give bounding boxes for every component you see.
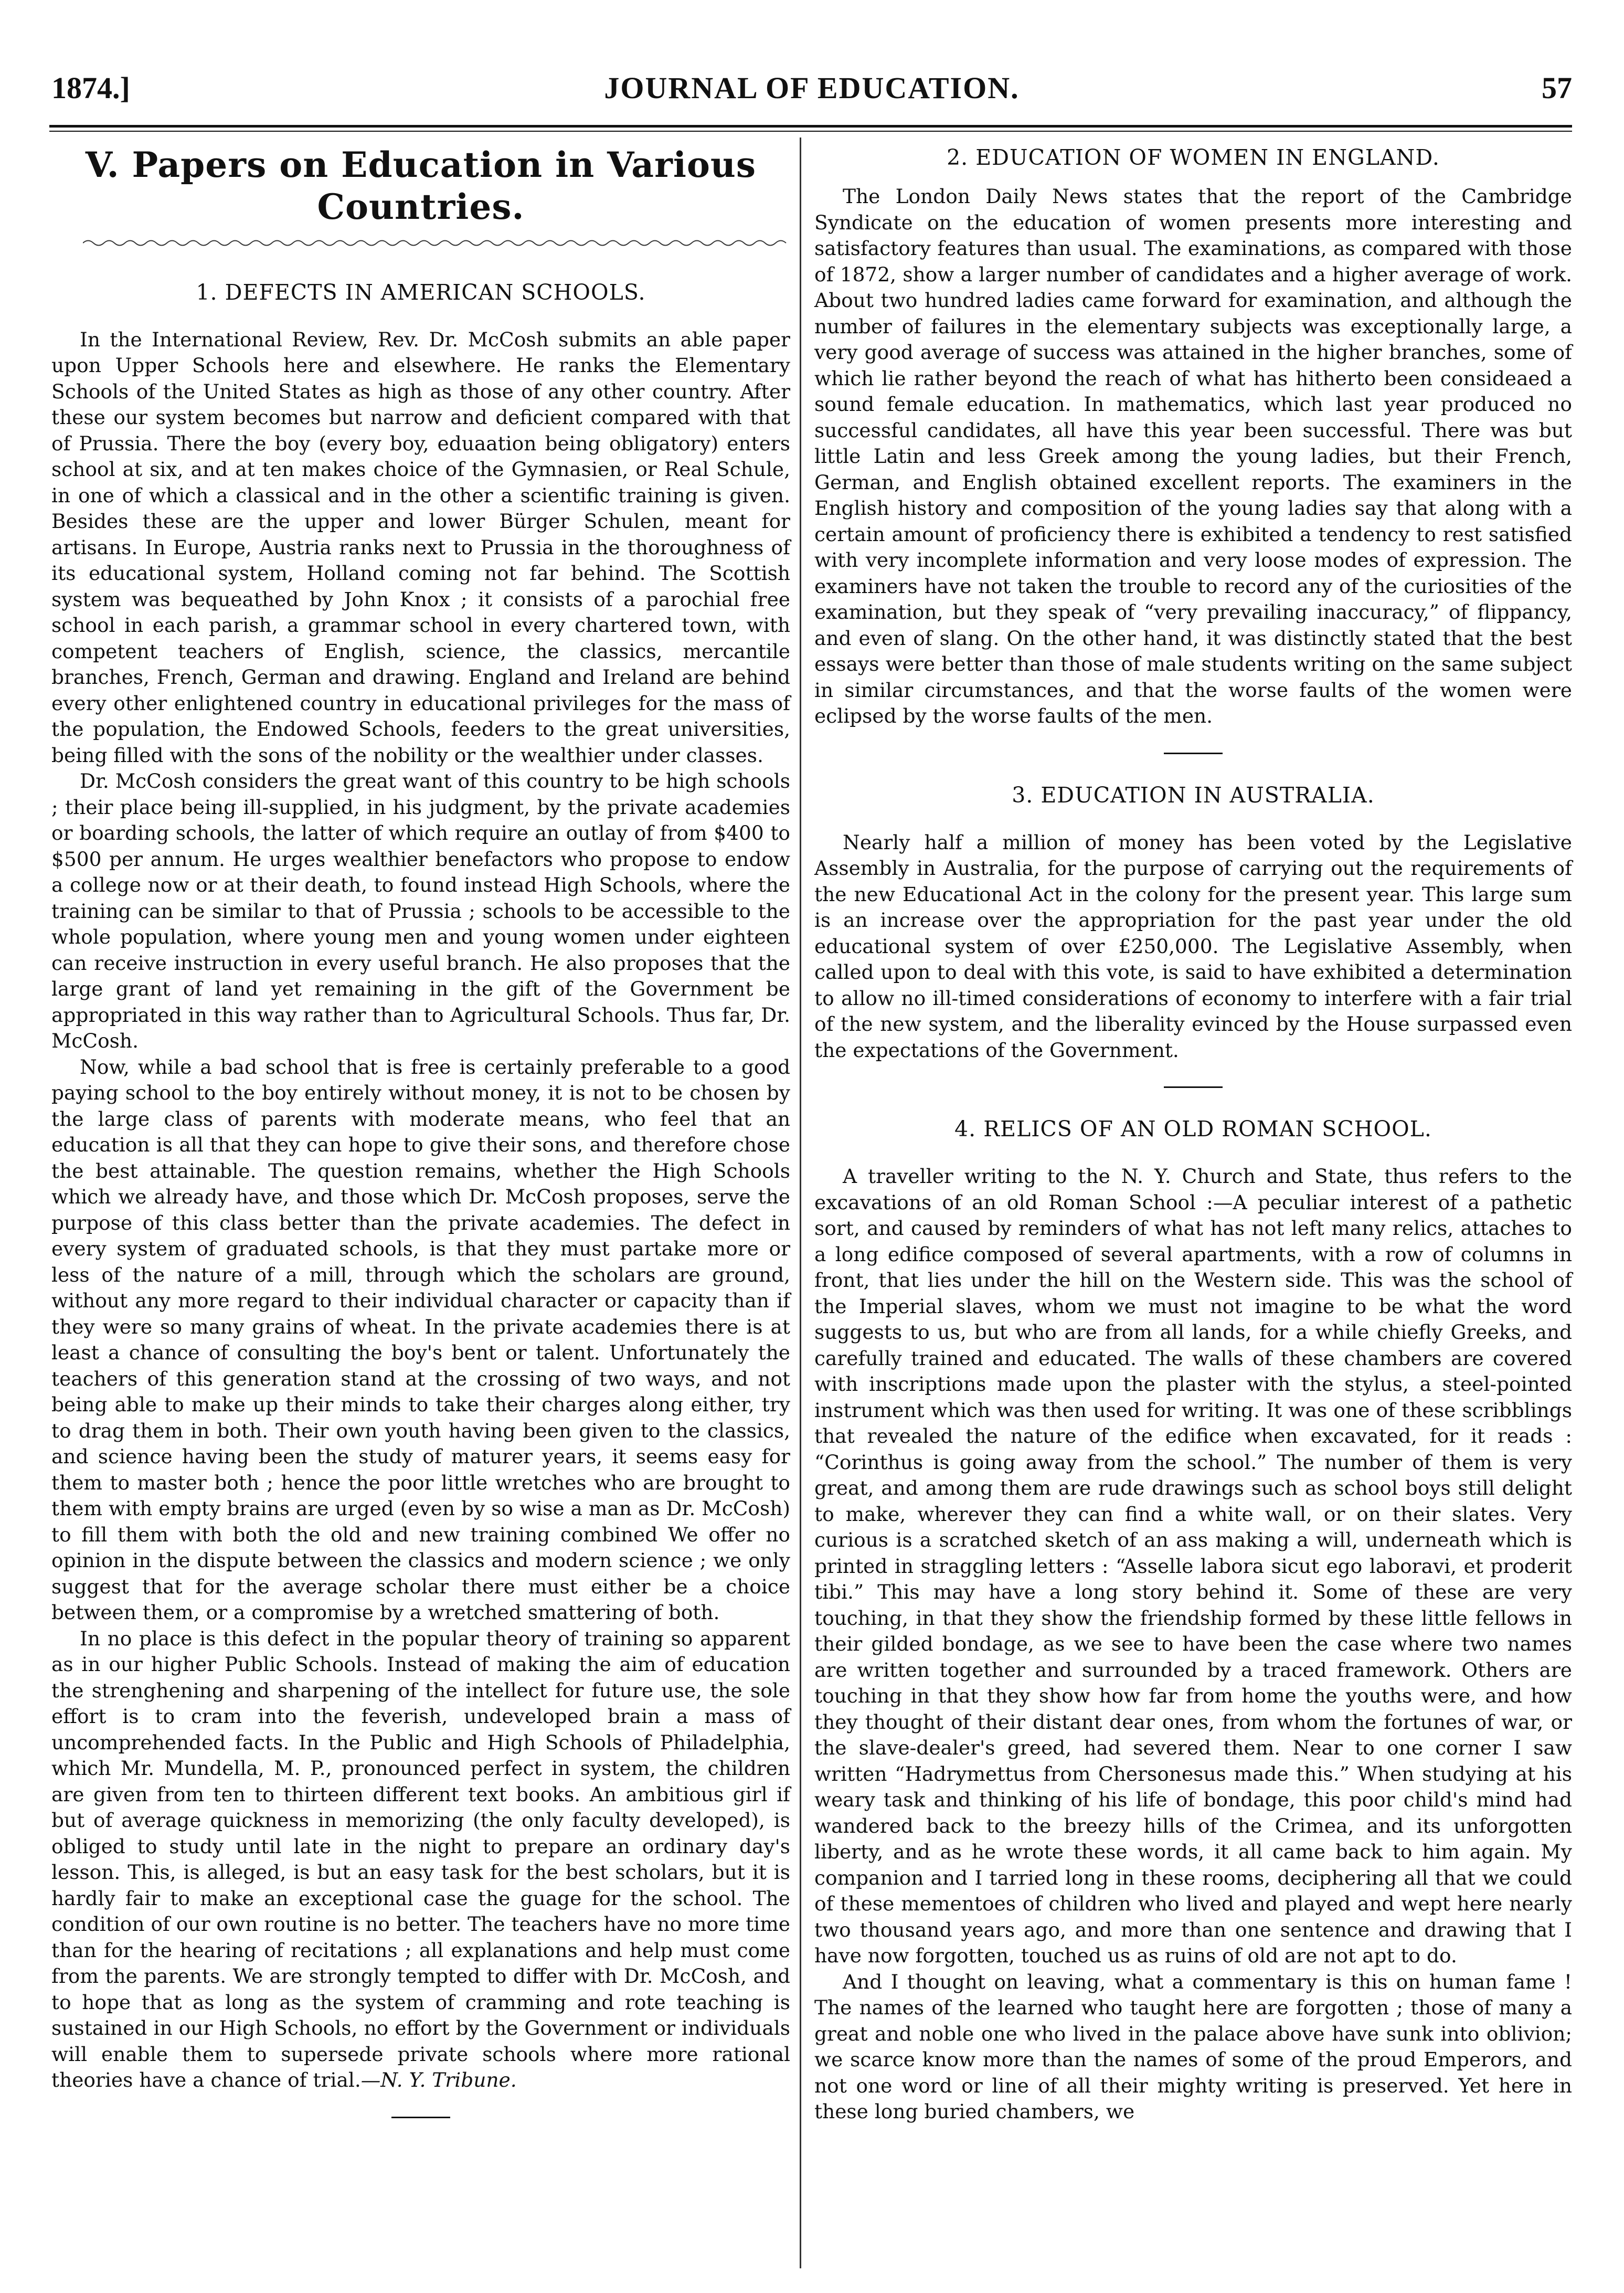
section-title-relics-roman-school: 4. RELICS OF AN OLD ROMAN SCHOOL. <box>954 1116 1432 1142</box>
part-title: V. Papers on Education in Various Countries. <box>85 144 757 227</box>
running-header <box>51 67 1572 109</box>
decorative-wavy-rule <box>83 235 797 251</box>
right-column <box>814 141 1572 2125</box>
section-title-education-australia: 3. EDUCATION IN AUSTRALIA. <box>1012 782 1375 808</box>
paragraph <box>51 1626 790 2094</box>
paragraph: Nearly half a million of money has been voted by the Legislative Assembly in Australia, for the purpose of carrying out the requirements of the new Educational Act in the colony for the present year. This large sum is an increase over the appropriation for the past year under the old educational system of over £250,000. The Legislative Assembly, when called upon to deal with this vote, is said to have exhibited a determination to allow no ill-timed considerations of economy to interfere with a fair trial of the new system, and the liberality evinced by the House surpassed even the expectations of the Government. <box>814 830 1572 1062</box>
paragraph: In the International Review, Rev. Dr. McCosh submits an able paper upon Upper Schools here and elsewhere. He ranks the Elementary Schools of the United States as high as those of any other country. After these our system becomes but narrow and deficient compared with that of Prussia. There the boy (every boy, eduaation being obligatory) enters school at six, and at ten makes choice of the Gymnasien, or Real Schule, in one of which a classical and in the other a scientific training is given. Besides these are the upper and lower Bürger Schulen, meant for artisans. In Europe, Austria ranks next to Prussia in the thoroughness of its educational system, Holland coming not far behind. The Scottish system was bequeathed by John Knox ; it consists of a parochial free school in each parish, a grammar school in every chartered town, with competent teachers of English, science, the classics, mercantile branches, French, German and drawing. England and Ireland are behind every other enlightened country in educational privileges for the mass of the population, the Endowed Schools, feeders to the great universities, being filled with the sons of the nobility or the wealthier under classes. <box>51 327 790 767</box>
paragraph: And I thought on leaving, what a commentary is this on human fame ! The names of the learned who taught here are forgotten ; those of many a great and noble one who lived in the palace above have sunk into oblivion; we scarce know more than the names of some of the proud Emperors, and not one word or line of all their mighty writing is preserved. Yet here in these long buried chambers, we <box>814 1970 1572 2123</box>
header-rule-thick <box>49 125 1572 128</box>
paragraph: Dr. McCosh considers the great want of this country to be high schools ; their place being ill-supplied, in his judgment, by the private academies or boarding schools, the latter of which require an outlay of from $400 to $500 per annum. He urges wealthier benefactors who propose to endow a college now or at their death, to found instead High Schools, where the training can be similar to that of Prussia ; schools to be accessible to the whole population, where young men and young women under eighteen can receive instruction in every useful branch. He also proposes that the large grant of land yet remaining in the gift of the Government be appropriated in this way rather than to Agricultural Schools. Thus far, Dr. McCosh. <box>51 769 790 1052</box>
header-journal-title: JOURNAL OF EDUCATION. <box>604 71 1020 105</box>
column-divider <box>800 138 801 2268</box>
source-signature: —N. Y. Tribune. <box>360 2068 517 2091</box>
paragraph: The London Daily News states that the report of the Cambridge Syndicate on the education of women presents more interesting and satisfactory features than usual. The examinations, as compared with those of 1872, show a larger number of candidates and a higher average of work. About two hundred ladies came forward for examination, and although the number of failures in the elementary subjects was exceptionally large, a very good average of success was attained in the higher branches, some of which lie rather beyond the reach of what has hitherto been consideaed a sound female education. In mathematics, which last year produced no successful candidates, all have this year been successful. There was but little Latin and less Greek among the young ladies, but their French, German, and English obtained excellent reports. The examiners in the English history and composition of the young ladies say that along with a certain amount of proficiency there is exhibited a tendency to rest satisfied with very incomplete information and very loose modes of expression. The examiners have not taken the trouble to record any of the curiosities of the examination, but they speak of “very prevailing inaccuracy,” of flippancy, and even of slang. On the other hand, it was distinctly stated that the best essays were better than those of male students writing on the same subject in similar circumstances, and that the worse faults of the women were eclipsed by the worse faults of the men. <box>814 185 1572 727</box>
header-page-number: 57 <box>1542 71 1572 105</box>
section-title-education-women-england: 2. EDUCATION OF WOMEN IN ENGLAND. <box>947 145 1440 170</box>
section-separator <box>1164 753 1223 754</box>
section-separator <box>391 2117 450 2118</box>
paragraph-text: In no place is this defect in the popular theory of training so apparent as in our higher Public Schools. Instead of making the aim of education the strenghening and sharpening of the intellect for future use, the sole effort is to cram into the feverish, undeveloped brain a mass of uncomprehended facts. In the Public and High Schools of Philadelphia, which Mr. Mundella, M. P., pronounced perfect in system, the children are given from ten to thirteen different text books. An ambitious girl if but of average quickness in memorizing (the only faculty developed), is obliged to study until late in the night to prepare an ordinary day's lesson. This, is alleged, is but an easy task for the best scholars, but it is hardly fair to make an exceptional case the guage for the school. The condition of our own routine is no better. The teachers have no more time than for the hearing of recitations ; all explanations and help must come from the parents. We are strongly tempted to differ with Dr. McCosh, and to hope that as long as the system of cramming and rote teaching is sustained in our High Schools, no effort by the Government or individuals will enable them to supersede private schools where more rational theories have a chance of trial. <box>51 1626 790 2091</box>
section-title-defects-american-schools: 1. DEFECTS IN AMERICAN SCHOOLS. <box>196 279 646 305</box>
section-separator <box>1164 1086 1223 1088</box>
paragraph: Now, while a bad school that is free is certainly preferable to a good paying school to the boy entirely without money, it is not to be chosen by the large class of parents with moderate means, who feel that an education is all that they can hope to give their sons, and therefore chose the best attainable. The question remains, whether the High Schools which we already have, and those which Dr. McCosh proposes, serve the purpose of this class better than the private academies. The defect in every system of graduated schools, is that they must partake more or less of the nature of a mill, through which the scholars are ground, without any more regard to their individual character or capacity than if they were so many grains of wheat. In the private academies there is at least a chance of consulting the boy's bent or talent. Unfortunately the teachers of this generation stand at the crossing of two ways, and not being able to make up their minds to take their charges along either, try to drag them in both. Their own youth having been given to the classics, and science having been the study of maturer years, it seems easy for them to master both ; hence the poor little wretches who are brought to them with empty brains are urged (even by so wise a man as Dr. McCosh) to fill them with both the old and new training combined We offer no opinion in the dispute between the classics and modern science ; we only suggest that for the average scholar there must either be a choice between them, or a compromise by a wretched smattering of both. <box>51 1055 790 1624</box>
header-year: 1874.] <box>51 71 130 105</box>
header-rule-thin <box>49 131 1572 132</box>
left-column <box>51 141 790 2146</box>
paragraph: A traveller writing to the N. Y. Church and State, thus refers to the excavations of an old Roman School :—A peculiar interest of a pathetic sort, and caused by reminders of what has not left many relics, attaches to a long edifice composed of several apartments, with a row of columns in front, that lies under the hill on the Western side. This was the school of the Imperial slaves, whom we must not imagine to be what the word suggests to us, but who are from all lands, for a while chiefly Greeks, and carefully trained and educated. The walls of these chambers are covered with inscriptions made upon the plaster with the stylus, a steel-pointed instrument which was then used for writing. It was one of these scribblings that revealed the nature of the edifice when excavated, for it reads : “Corinthus is going away from the school.” The number of them is very great, and among them are rude drawings such as school boys still delight to make, wherever they can find a white wall, or on their slates. Very curious is a scratched sketch of an ass making a will, underneath which is printed in straggling letters : “Asselle labora sicut ego laboravi, et proderit tibi.” This may have a long story behind it. Some of these are very touching, in that they show the friendship formed by these little fellows in their gilded bondage, as we see to have been the case where two names are written together and surrounded by a traced framework. Others are touching in that they show how far from home the youths were, and how they thought of their distant dear ones, from whom the fortunes of war, or the slave-dealer's greed, had severed them. Near to one corner I saw written “Hadrymettus from Chersonesus made this.” When studying at his weary task and thinking of his life of bondage, this poor child's mind had wandered back to the breezy hills of the Crimea, and its unforgotten liberty, and as he wrote these words, it all came back to him again. My companion and I tarried long in these rooms, deciphering all that we could of these mementoes of children who lived and played and wept here nearly two thousand years ago, and more than one sentence and drawing that I have now forgotten, touched us as ruins of old are not apt to do. <box>814 1165 1572 1967</box>
